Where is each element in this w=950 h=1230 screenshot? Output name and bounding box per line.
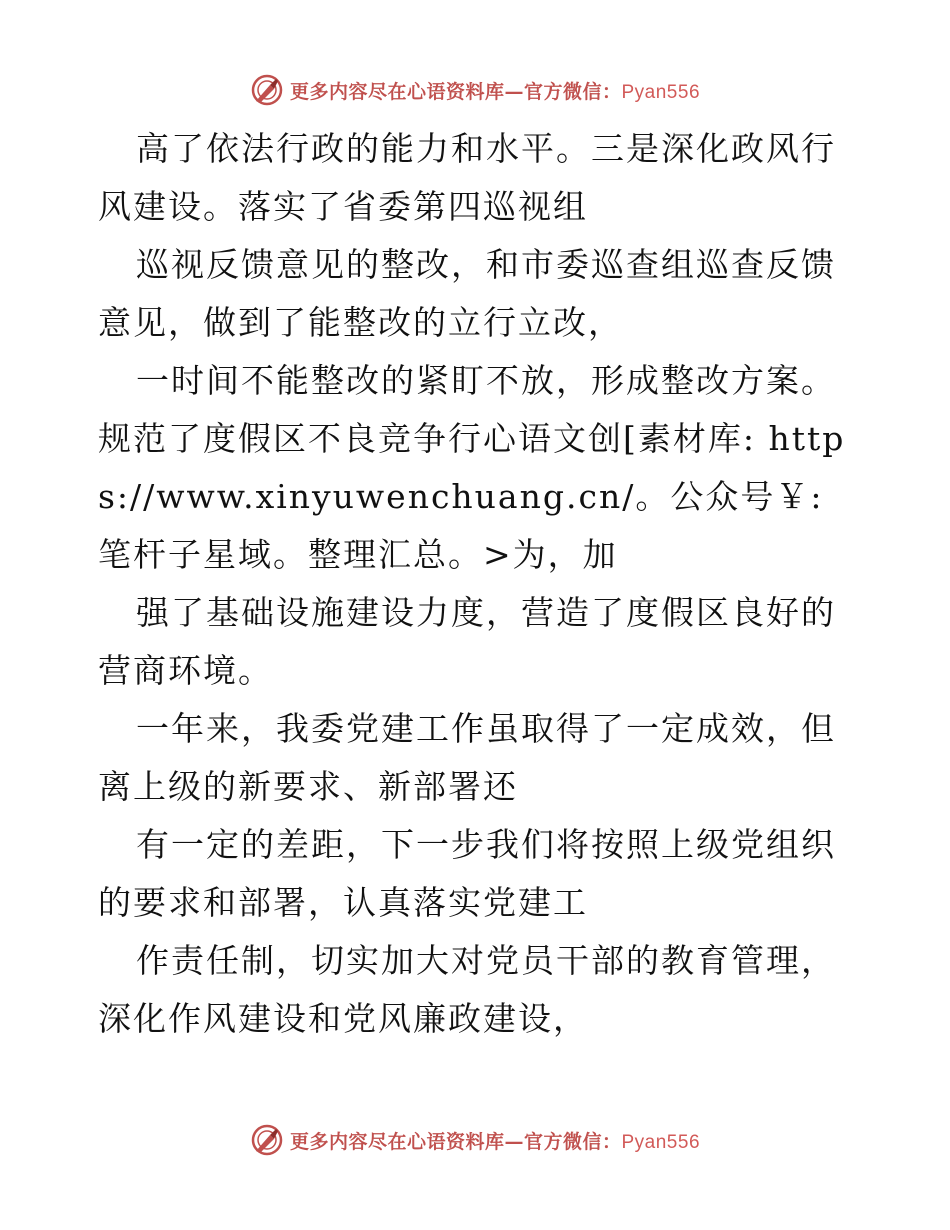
paragraph: 一时间不能整改的紧盯不放，形成整改方案。规范了度假区不良竞争行心语文创[素材库: https://www.xinyuwenchuang.cn/。公众号￥: 笔杆子星域。整理汇总。>为，加	[98, 361, 846, 574]
paragraph: 有一定的差距，下一步我们将按照上级党组织的要求和部署，认真落实党建工	[98, 825, 836, 922]
paragraph: 一年来，我委党建工作虽取得了一定成效，但离上级的新要求、新部署还	[98, 709, 836, 806]
header-banner	[0, 70, 950, 110]
document-body	[98, 120, 858, 1048]
paragraph: 高了依法行政的能力和水平。三是深化政风行风建设。落实了省委第四巡视组	[98, 129, 836, 226]
banner-text: 更多内容尽在心语资料库—官方微信：Pyan556	[289, 1130, 701, 1153]
pen-logo-icon	[250, 1123, 284, 1157]
banner-text: 更多内容尽在心语资料库—官方微信：Pyan556	[289, 80, 701, 103]
paragraph: 强了基础设施建设力度，营造了度假区良好的营商环境。	[98, 593, 836, 690]
wechat-id: Pyan556	[621, 81, 701, 103]
paragraph: 作责任制，切实加大对党员干部的教育管理，深化作风建设和党风廉政建设，	[98, 941, 836, 1038]
paragraph: 巡视反馈意见的整改，和市委巡查组巡查反馈意见，做到了能整改的立行立改，	[98, 245, 836, 342]
wechat-id: Pyan556	[621, 1131, 701, 1153]
footer-banner	[0, 1120, 950, 1160]
pen-logo-icon	[250, 73, 284, 107]
